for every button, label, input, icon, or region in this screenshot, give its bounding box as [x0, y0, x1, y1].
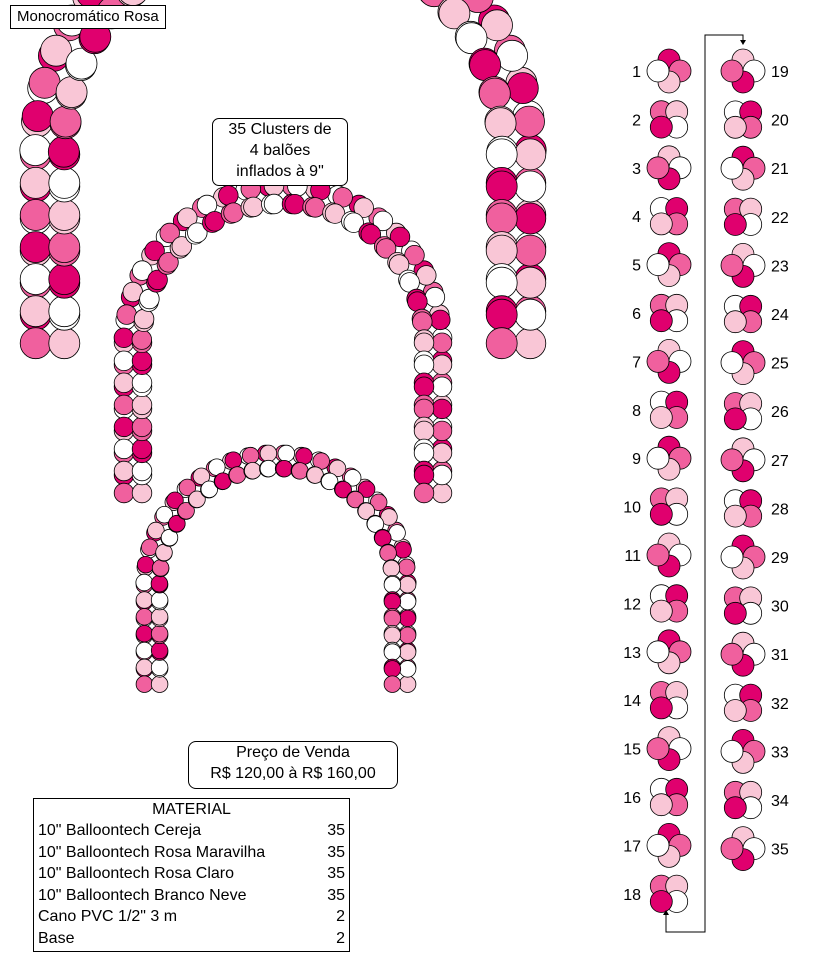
balloon	[384, 593, 401, 610]
balloon	[49, 232, 80, 263]
balloon	[432, 355, 452, 375]
sequence-balloon	[647, 350, 669, 372]
sequence-cluster	[724, 587, 789, 624]
sequence-cluster	[724, 781, 789, 818]
sequence-cluster	[623, 875, 687, 912]
balloon	[479, 78, 510, 109]
sequence-cluster	[632, 146, 691, 190]
balloon	[276, 460, 293, 477]
balloon	[264, 194, 284, 214]
sequence-balloon	[724, 408, 746, 430]
sequence-number: 23	[771, 258, 789, 276]
balloon	[136, 592, 153, 609]
balloon	[49, 200, 80, 231]
balloon	[432, 443, 452, 463]
sequence-number: 12	[623, 596, 641, 614]
balloon	[242, 447, 259, 464]
material-header: MATERIAL	[152, 801, 231, 818]
balloon	[152, 560, 169, 577]
sequence-number: 17	[623, 838, 641, 856]
sequence-balloon	[650, 503, 672, 525]
balloon	[136, 625, 153, 642]
sequence-cluster	[721, 632, 789, 676]
sequence-balloon	[647, 447, 669, 469]
sequence-cluster	[724, 101, 789, 138]
sequence-balloon	[647, 157, 669, 179]
balloon	[20, 264, 51, 295]
balloon	[151, 575, 168, 592]
material-name: 10" Balloontech Rosa Maravilha	[38, 843, 266, 861]
balloon	[114, 417, 134, 437]
price-value: R$ 120,00 à R$ 160,00	[210, 765, 376, 782]
material-row	[34, 928, 349, 950]
sequence-cluster	[632, 101, 688, 138]
sequence-cluster	[623, 823, 691, 867]
balloon	[136, 574, 153, 591]
balloon	[399, 676, 416, 693]
sequence-balloon	[721, 449, 743, 471]
sequence-number: 16	[623, 790, 641, 807]
sequence-balloon	[647, 254, 669, 276]
balloon	[486, 299, 517, 330]
sequence-balloon	[721, 546, 743, 568]
page-title: Monocromático Rosa	[10, 5, 166, 29]
sequence-cluster	[623, 630, 691, 674]
balloon	[114, 461, 134, 481]
balloon	[134, 309, 154, 329]
sequence-cluster	[623, 488, 687, 525]
balloon	[413, 312, 433, 332]
balloon	[486, 203, 517, 234]
sequence-number: 26	[771, 404, 789, 422]
balloon	[244, 197, 264, 217]
material-name: 10" Balloontech Branco Neve	[38, 886, 247, 904]
balloon	[151, 592, 168, 609]
balloon	[20, 328, 51, 359]
balloon	[432, 399, 452, 419]
sequence-number: 18	[623, 886, 641, 904]
sequence-balloon	[650, 213, 672, 235]
arrow-down-icon	[740, 40, 746, 45]
sequence-cluster	[721, 243, 789, 287]
balloon	[432, 377, 452, 397]
balloon	[20, 200, 51, 231]
balloon	[399, 576, 416, 593]
sequence-cluster	[632, 436, 691, 480]
balloon	[414, 421, 434, 441]
material-table	[33, 798, 350, 952]
balloon	[296, 448, 313, 465]
balloon	[260, 445, 277, 462]
material-qty: 35	[327, 865, 345, 883]
balloon	[414, 333, 434, 353]
balloon	[20, 296, 51, 327]
clusters-note	[212, 118, 348, 186]
balloon	[432, 333, 452, 353]
sequence-number: 13	[623, 644, 641, 662]
sequence-balloon	[650, 116, 672, 138]
sequence-balloon	[650, 310, 672, 332]
sequence-number: 3	[632, 160, 641, 178]
material-row	[34, 906, 349, 928]
sequence-cluster	[632, 339, 691, 383]
sequence-cluster	[624, 533, 691, 577]
balloon	[383, 560, 400, 577]
balloon	[384, 644, 401, 661]
balloon	[114, 439, 134, 459]
balloon	[398, 559, 415, 576]
balloon	[136, 659, 153, 676]
balloon	[414, 443, 434, 463]
sequence-number: 14	[623, 693, 641, 711]
balloon	[432, 421, 452, 441]
sequence-number: 11	[624, 548, 641, 565]
sequence-balloon	[721, 60, 743, 82]
sequence-cluster	[632, 391, 688, 428]
material-name: 10" Balloontech Cereja	[38, 822, 202, 839]
balloon	[132, 351, 152, 371]
sequence-cluster	[721, 341, 789, 385]
sequence-balloon	[724, 214, 746, 236]
sequence-cluster	[724, 393, 789, 430]
material-qty: 2	[336, 929, 345, 947]
sequence-cluster	[721, 729, 789, 773]
balloon	[414, 355, 434, 375]
sequence-cluster	[623, 585, 687, 622]
balloon	[244, 462, 261, 479]
balloon	[514, 106, 545, 137]
balloon	[515, 299, 546, 330]
balloon	[132, 373, 152, 393]
balloon	[399, 593, 416, 610]
balloon	[408, 292, 428, 312]
material-name: 10" Balloontech Rosa Claro	[38, 865, 235, 883]
balloon	[399, 644, 416, 661]
balloon	[486, 139, 517, 170]
balloon	[384, 610, 401, 627]
sequence-number: 1	[632, 64, 641, 81]
sequence-cluster	[632, 49, 691, 93]
balloon	[515, 171, 546, 202]
arch-small	[136, 445, 416, 692]
sequence-number: 6	[632, 306, 641, 323]
balloon	[399, 627, 416, 644]
sequence-balloon	[721, 643, 743, 665]
balloon	[151, 625, 168, 642]
sequence-balloon	[650, 407, 672, 429]
balloon	[497, 40, 528, 71]
balloon	[414, 399, 434, 419]
balloon	[132, 439, 152, 459]
balloon	[151, 609, 168, 626]
sequence-cluster	[721, 535, 789, 579]
balloon	[399, 661, 416, 678]
sequence-cluster	[721, 438, 789, 482]
balloon	[486, 235, 517, 266]
material-row	[34, 842, 349, 864]
balloon	[278, 445, 295, 462]
balloon	[305, 198, 325, 218]
balloon	[515, 139, 546, 170]
balloon	[515, 235, 546, 266]
price-label: Preço de Venda	[236, 744, 350, 761]
sequence-balloon	[647, 738, 669, 760]
balloon	[114, 395, 134, 415]
balloon	[136, 642, 153, 659]
sequence-cluster	[623, 682, 687, 719]
balloon	[431, 310, 451, 330]
sequence-number: 22	[771, 209, 789, 227]
sequence-balloon	[724, 116, 746, 138]
balloon	[151, 642, 168, 659]
price-box	[188, 741, 398, 789]
balloon	[56, 77, 87, 108]
sequence-number: 15	[623, 741, 641, 759]
balloon	[132, 330, 152, 350]
balloon	[292, 463, 309, 480]
sequence-number: 29	[771, 550, 789, 567]
sequence-cluster	[623, 727, 691, 771]
sequence-number: 10	[623, 499, 641, 517]
sequence-cluster	[721, 146, 789, 190]
sequence-cluster	[724, 490, 789, 527]
balloon	[470, 50, 501, 81]
sequence-balloon	[647, 60, 669, 82]
balloon	[507, 73, 538, 104]
balloon	[395, 542, 412, 559]
sequence-number: 28	[771, 501, 789, 519]
material-name: Cano PVC 1/2" 3 m	[38, 908, 178, 926]
sequence-cluster	[632, 294, 688, 331]
balloon	[132, 395, 152, 415]
sequence-number: 19	[771, 64, 789, 81]
cluster-sequence	[623, 49, 789, 913]
clusters-note-line-3: inflados à 9"	[236, 163, 324, 180]
sequence-cluster	[724, 295, 789, 332]
balloon	[229, 467, 246, 484]
sequence-number: 25	[771, 355, 789, 373]
balloon	[49, 296, 80, 327]
sequence-number: 4	[632, 209, 641, 227]
balloon	[399, 610, 416, 627]
balloon	[380, 545, 397, 562]
sequence-cluster	[721, 827, 789, 871]
balloon	[114, 328, 134, 348]
material-row	[34, 885, 349, 907]
balloon	[136, 609, 153, 626]
sequence-balloon	[647, 641, 669, 663]
sequence-balloon	[721, 740, 743, 762]
sequence-balloon	[650, 891, 672, 913]
material-qty: 35	[327, 843, 345, 861]
balloon	[114, 483, 134, 503]
balloon	[132, 483, 152, 503]
sequence-balloon	[721, 254, 743, 276]
balloon	[225, 452, 242, 469]
balloon	[260, 460, 277, 477]
sequence-cluster	[724, 198, 789, 235]
balloon	[425, 287, 445, 307]
balloon	[132, 461, 152, 481]
sequence-number: 8	[632, 402, 641, 420]
balloon	[49, 328, 80, 359]
material-qty: 35	[327, 886, 345, 904]
balloon	[20, 135, 51, 166]
balloon	[49, 167, 80, 198]
sequence-balloon	[724, 602, 746, 624]
sequence-balloon	[721, 352, 743, 374]
balloon	[114, 373, 134, 393]
balloon	[22, 101, 53, 132]
sequence-balloon	[724, 700, 746, 722]
sequence-balloon	[650, 697, 672, 719]
sequence-number: 33	[771, 744, 789, 762]
balloon	[224, 203, 244, 223]
balloon	[114, 351, 134, 371]
balloon	[414, 465, 434, 485]
sequence-balloon	[647, 544, 669, 566]
balloon	[384, 576, 401, 593]
balloon	[20, 232, 51, 263]
sequence-number: 35	[771, 841, 789, 859]
clusters-note-line-1: 35 Clusters de	[228, 121, 332, 138]
balloon	[50, 106, 81, 137]
sequence-number: 2	[632, 112, 641, 130]
material-qty: 35	[327, 822, 345, 839]
sequence-balloon	[721, 838, 743, 860]
balloon	[136, 676, 153, 693]
sequence-balloon	[650, 600, 672, 622]
balloon	[132, 417, 152, 437]
sequence-balloon	[724, 311, 746, 333]
sequence-number: 31	[771, 647, 789, 665]
sequence-balloon	[724, 505, 746, 527]
sequence-balloon	[721, 157, 743, 179]
sequence-cluster	[724, 684, 789, 721]
balloon	[117, 305, 137, 325]
material-qty: 2	[336, 908, 345, 926]
sequence-cluster	[632, 198, 688, 235]
balloon	[515, 203, 546, 234]
balloon	[432, 483, 452, 503]
balloon	[20, 167, 51, 198]
sequence-number: 27	[771, 452, 789, 470]
sequence-number: 21	[771, 161, 789, 179]
balloon	[384, 676, 401, 693]
balloon	[285, 194, 305, 214]
sequence-balloon	[724, 797, 746, 819]
sequence-cluster	[623, 778, 687, 815]
balloon	[219, 186, 239, 206]
sequence-number: 7	[632, 354, 641, 372]
sequence-number: 30	[771, 598, 789, 616]
sequence-number: 20	[771, 112, 789, 130]
balloon	[486, 328, 517, 359]
balloon	[414, 483, 434, 503]
balloon	[414, 377, 434, 397]
balloon	[485, 108, 516, 139]
balloon	[515, 328, 546, 359]
clusters-note-line-2: 4 balões	[249, 142, 311, 159]
material-row	[34, 820, 349, 842]
sequence-number: 9	[632, 451, 641, 469]
sequence-balloon	[647, 834, 669, 856]
balloon	[486, 267, 517, 298]
sequence-cluster	[721, 49, 789, 93]
balloon	[49, 264, 80, 295]
balloon	[29, 67, 60, 98]
material-row	[34, 863, 349, 885]
sequence-number: 24	[771, 307, 789, 324]
balloon	[151, 659, 168, 676]
sequence-number: 5	[632, 257, 641, 275]
sequence-balloon	[650, 794, 672, 816]
balloon	[137, 556, 154, 573]
balloon	[151, 676, 168, 693]
sequence-number: 32	[771, 695, 789, 713]
sequence-cluster	[632, 243, 691, 287]
balloon	[384, 627, 401, 644]
balloon	[486, 171, 517, 202]
material-name: Base	[38, 929, 75, 947]
balloon	[384, 661, 401, 678]
sequence-number: 34	[771, 793, 789, 810]
balloon	[48, 136, 79, 167]
balloon	[515, 267, 546, 298]
balloon	[432, 465, 452, 485]
